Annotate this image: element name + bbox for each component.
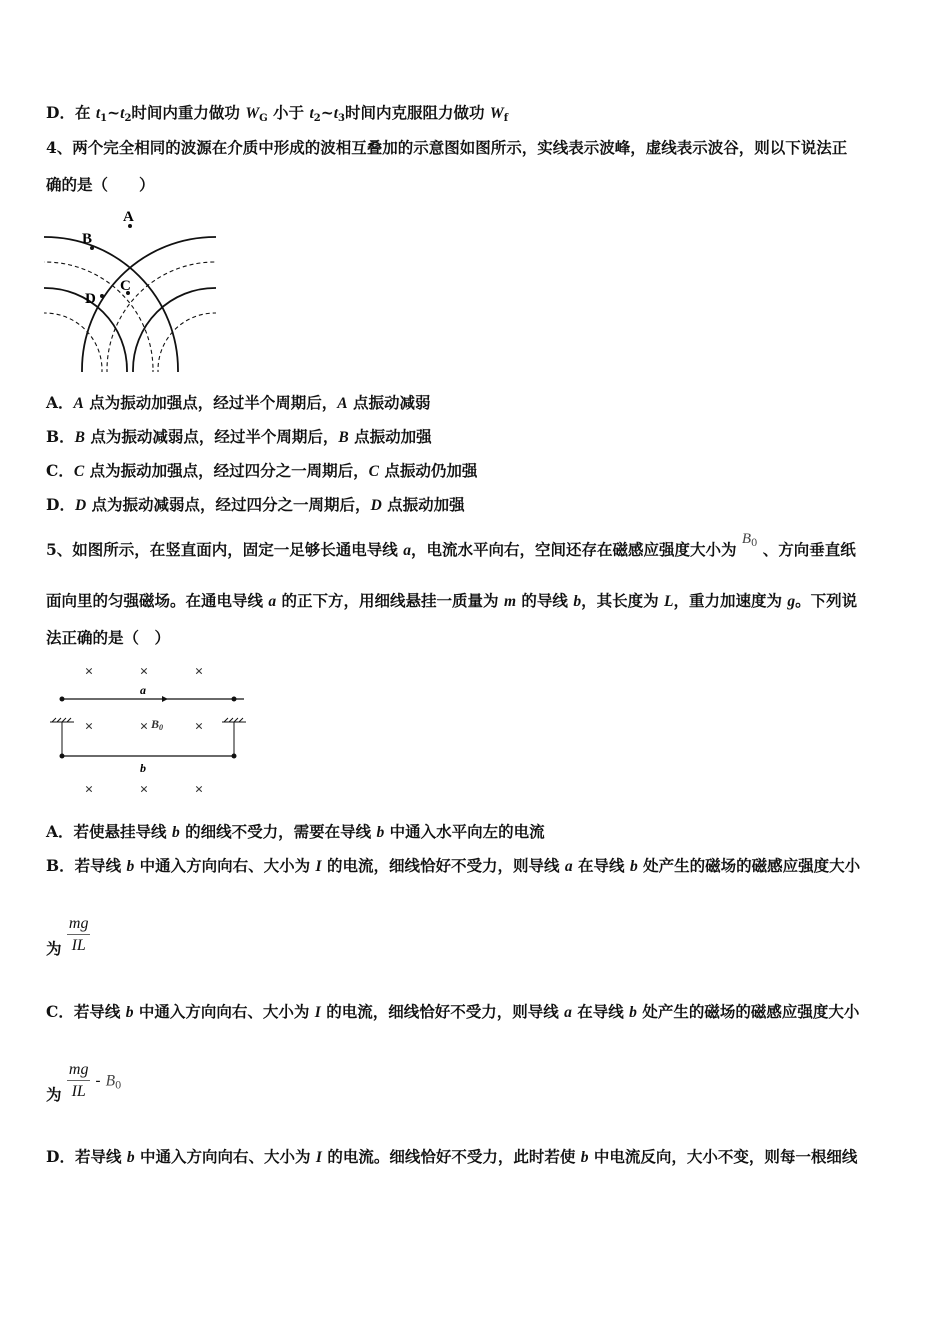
var: b — [580, 1149, 589, 1166]
var: W — [245, 105, 260, 122]
var: b — [573, 593, 582, 610]
var: a — [268, 593, 277, 610]
q5-stem-line2 — [46, 589, 857, 611]
magnetic-field-figure — [44, 658, 254, 803]
wire-a-label: a — [140, 683, 146, 697]
text: ，其长度为 — [581, 591, 664, 610]
current-arrow — [162, 696, 168, 702]
text: 的电流，细线恰好不受力，则导线 — [320, 1002, 565, 1021]
text: 中电流反向，大小不变，则每一根细线 — [588, 1147, 858, 1166]
b0-subscript: 0 — [159, 723, 164, 732]
q4-stem-line1: 4、两个完全相同的波源在介质中形成的波相互叠加的示意图如图所示，实线表示波峰，虚线表示波谷，则以下说法正 — [46, 138, 848, 157]
var: t — [120, 105, 125, 122]
fraction-mg-over-il — [67, 1060, 91, 1103]
var: t — [95, 105, 101, 122]
field-cross: × — [139, 664, 149, 680]
point-d-dot — [100, 294, 104, 298]
var: t — [309, 105, 314, 122]
q4-option-c — [46, 459, 477, 481]
text: 的导线 — [516, 591, 574, 610]
text: 在导线 — [571, 1002, 630, 1021]
text: 的电流，细线恰好不受力，则导线 — [321, 856, 565, 875]
text: 时间内重力做功 — [131, 103, 246, 122]
text: 点为振动加强点，经过四分之一周期后， — [84, 461, 369, 480]
var: I — [315, 858, 322, 875]
field-cross: × — [139, 719, 149, 735]
var: m — [503, 593, 517, 610]
text: 点振动加强 — [381, 495, 465, 514]
var: a — [403, 542, 411, 559]
q4-stem-line2: 确的是（ ） — [46, 175, 155, 194]
var: C — [368, 463, 379, 480]
text: 。下列说 — [795, 591, 858, 610]
wire-a-end-right — [232, 697, 237, 702]
q4-option-a — [46, 391, 431, 413]
text: 点为振动加强点，经过半个周期后， — [83, 393, 338, 412]
support-right-hatch — [224, 718, 243, 722]
q5-option-b-line2 — [46, 914, 90, 957]
support-left-hatch — [52, 718, 71, 722]
option-prefix: D．在 — [46, 103, 96, 122]
text: 时间内克服阻力做功 — [345, 103, 490, 122]
text: 点振动加强 — [348, 427, 432, 446]
var: a — [564, 1004, 572, 1021]
text: 为 — [46, 1084, 67, 1104]
var: D — [370, 497, 382, 514]
q5-option-b-line1 — [46, 854, 860, 876]
q5-option-a — [46, 820, 545, 842]
text: 面向里的匀强磁场。在通电导线 — [46, 591, 269, 610]
trough-circle-right-inner — [158, 313, 220, 375]
text: 5、如图所示，在竖直面内，固定一足够长通电导线 — [46, 540, 404, 559]
crest-circle-left — [40, 237, 178, 375]
var: b — [376, 824, 385, 841]
var: W — [489, 105, 504, 122]
text: 的电流。细线恰好不受力，此时若使 — [321, 1147, 581, 1166]
text: 点振动减弱 — [347, 393, 431, 412]
subscript: f — [503, 113, 509, 124]
field-cross: × — [84, 719, 94, 735]
text: 点振动仍加强 — [378, 461, 478, 480]
var: B — [74, 429, 85, 446]
fraction-numerator: mg — [67, 1060, 91, 1081]
var: D — [74, 497, 87, 514]
text: 的正下方，用细线悬挂一质量为 — [276, 591, 504, 610]
trough-circle-left — [40, 262, 153, 375]
field-cross: × — [139, 782, 149, 798]
subscript: 2 — [124, 113, 132, 124]
subscript: 0 — [115, 1080, 122, 1092]
minus-sign: - — [90, 1071, 106, 1090]
subscript: 2 — [313, 113, 321, 124]
text: 为 — [46, 938, 67, 958]
crest-circle-right — [82, 237, 220, 375]
var: A — [73, 395, 84, 412]
text: 处产生的磁场的磁感应强度大小 — [636, 1002, 860, 1021]
field-cross: × — [84, 782, 94, 798]
q5-stem-line1 — [46, 531, 856, 561]
var: B — [338, 429, 349, 446]
text: 中通入水平向左的电流 — [384, 822, 545, 841]
var: b — [126, 858, 135, 875]
text: 中通入方向向右、大小为 — [134, 856, 316, 875]
field-cross: × — [194, 782, 204, 798]
var: L — [663, 593, 674, 610]
var: I — [315, 1149, 322, 1166]
text: 点为振动减弱点，经过半个周期后， — [84, 427, 339, 446]
text: 在导线 — [572, 856, 630, 875]
field-cross: × — [194, 719, 204, 735]
text: D．若导线 — [46, 1147, 127, 1166]
q3-option-d — [46, 101, 508, 124]
q5-option-d — [46, 1145, 857, 1167]
var: I — [314, 1004, 321, 1021]
text: 、方向垂直纸 — [757, 540, 856, 559]
field-cross: × — [194, 664, 204, 680]
wire-b-end-left — [60, 754, 65, 759]
var: b — [171, 824, 180, 841]
var: B — [105, 1072, 116, 1090]
label-c: C — [120, 278, 131, 294]
text: 小于 — [267, 103, 310, 122]
var: b — [629, 858, 638, 875]
wire-a-end-left — [60, 697, 65, 702]
wire-b-end-right — [232, 754, 237, 759]
text: A．若使悬挂导线 — [46, 822, 172, 841]
var: t — [333, 105, 339, 122]
q5-option-c-line2 — [46, 1060, 121, 1103]
var: b — [126, 1149, 135, 1166]
trough-circle-left-inner — [40, 313, 102, 375]
q4-option-b — [46, 425, 432, 447]
wire-b-label: b — [140, 761, 146, 775]
text: 中通入方向向右、大小为 — [134, 1147, 316, 1166]
fraction-denominator: IL — [71, 937, 86, 954]
fraction-numerator: mg — [67, 914, 91, 935]
var: a — [564, 858, 573, 875]
option-prefix: D． — [46, 495, 75, 514]
b0-letter: B — [151, 717, 160, 731]
var: b — [629, 1004, 637, 1021]
subscript: 3 — [338, 113, 346, 124]
fraction-mg-over-il — [67, 914, 91, 957]
label-d: D — [85, 291, 96, 307]
q4-option-d — [46, 493, 465, 515]
tilde: ~ — [320, 103, 334, 122]
q5-stem-line3: 法正确的是（ ） — [46, 628, 171, 647]
subscript: 1 — [100, 113, 108, 124]
b0-symbol — [742, 529, 758, 547]
var: g — [787, 593, 796, 610]
text: 处产生的磁场的磁感应强度大小 — [637, 856, 861, 875]
q5-option-c-line1 — [46, 1000, 859, 1022]
wave-interference-figure — [40, 200, 220, 375]
var: C — [73, 463, 85, 480]
subscript: 0 — [751, 538, 758, 549]
tilde: ~ — [107, 103, 121, 122]
var: B — [741, 531, 752, 547]
text: 的细线不受力，需要在导线 — [179, 822, 377, 841]
text: C．若导线 — [46, 1002, 126, 1021]
subscript: G — [259, 113, 268, 124]
text: ，重力加速度为 — [673, 591, 788, 610]
var: b — [125, 1004, 134, 1021]
text: ，电流水平向右，空间还存在磁感应强度大小为 — [410, 540, 742, 559]
text: 中通入方向向右、大小为 — [133, 1002, 315, 1021]
text: B．若导线 — [46, 856, 127, 875]
text: 点为振动减弱点，经过四分之一周期后， — [86, 495, 371, 514]
var: A — [337, 395, 348, 412]
option-prefix: C． — [46, 461, 74, 480]
label-a: A — [123, 209, 134, 225]
label-b: B — [82, 231, 93, 247]
field-cross: × — [84, 664, 94, 680]
b0-label — [150, 717, 163, 732]
fraction-denominator: IL — [71, 1083, 86, 1100]
option-prefix: B． — [46, 427, 75, 446]
option-prefix: A． — [46, 393, 74, 412]
